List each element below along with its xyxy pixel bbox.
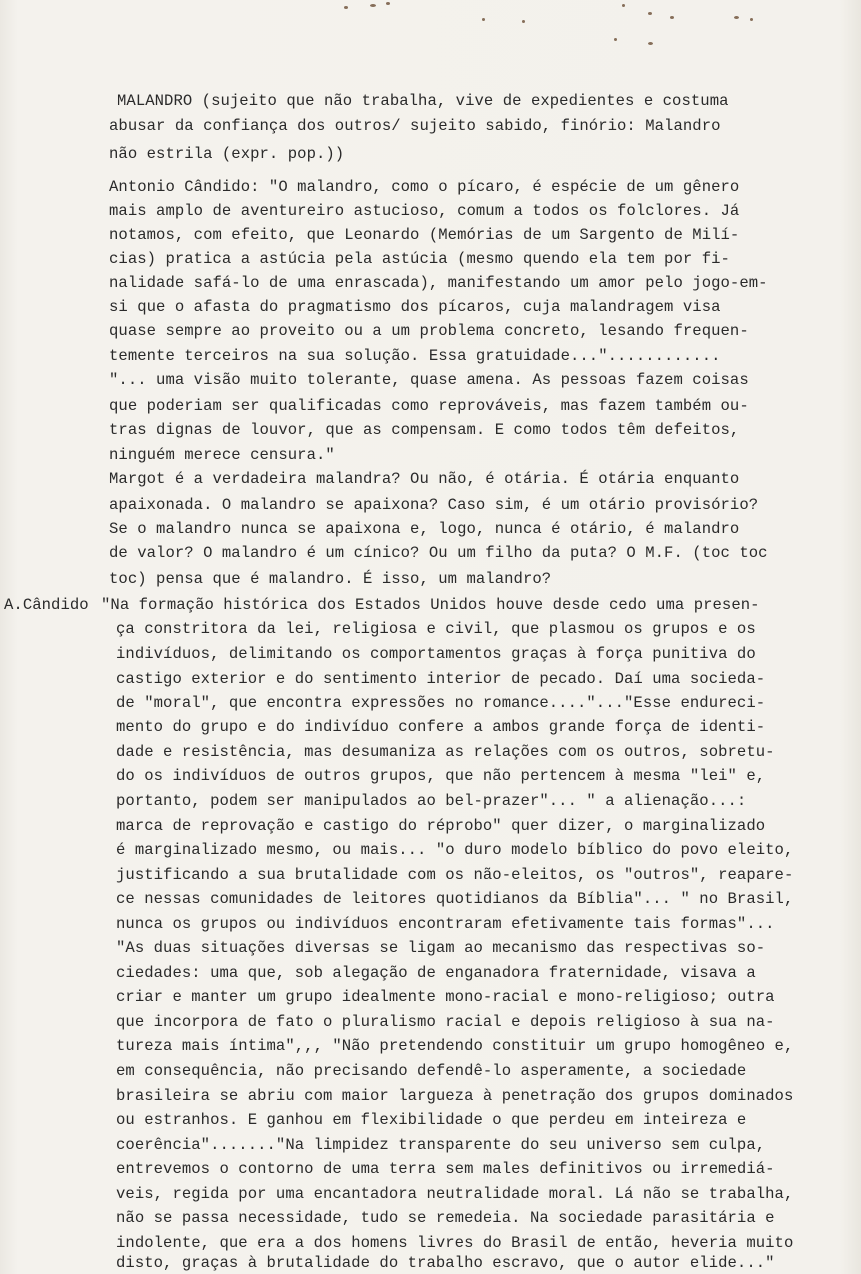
doc-line: cias) pratica a astúcia pela astúcia (mesmo quendo ela tem por fi- bbox=[109, 250, 730, 268]
doc-line: "As duas situações diversas se ligam ao mecanismo das respectivas so- bbox=[116, 939, 766, 957]
doc-line: veis, regida por uma encantadora neutralidade moral. Lá não se trabalha, bbox=[116, 1185, 794, 1203]
doc-line: si que o afasta do pragmatismo dos pícaros, cuja malandragem visa bbox=[109, 298, 721, 316]
doc-line: notamos, com efeito, que Leonardo (Memórias de um Sargento de Milí- bbox=[109, 226, 740, 244]
doc-line: criar e manter um grupo idealmente mono-racial e mono-religioso; outra bbox=[116, 988, 775, 1006]
doc-line: MALANDRO (sujeito que não trabalha, vive de expedientes e costuma bbox=[117, 92, 729, 110]
doc-line: tureza mais íntima",,, "Não pretendendo constituir um grupo homogêneo e, bbox=[116, 1037, 794, 1055]
margin-label: A.Cândido bbox=[4, 596, 89, 614]
doc-line: ce nessas comunidades de leitores quotidianos da Bíblia"... " no Brasil, bbox=[116, 890, 794, 908]
doc-line: nalidade safá-lo de uma enrascada), manifestando um amor pelo jogo-em- bbox=[109, 274, 768, 292]
doc-line: mento do grupo e do indivíduo confere a ambos grande força de identi- bbox=[116, 718, 766, 736]
doc-line: dade e resistência, mas desumaniza as relações com os outros, sobretu- bbox=[116, 743, 775, 761]
doc-line: ça constritora da lei, religiosa e civil, que plasmou os grupos e os bbox=[116, 620, 756, 638]
doc-line: entrevemos o contorno de uma terra sem males definitivos ou irremediá- bbox=[116, 1160, 775, 1178]
doc-line: disto, graças à brutalidade do trabalho escravo, que o autor elide..." bbox=[116, 1254, 775, 1272]
doc-line: indivíduos, delimitando os comportamentos graças à força punitiva do bbox=[116, 645, 756, 663]
doc-line: de "moral", que encontra expressões no romance...."..."Esse endureci- bbox=[116, 694, 766, 712]
doc-line: em consequência, não precisando defendê-lo asperamente, a sociedade bbox=[116, 1062, 747, 1080]
doc-line: ou estranhos. E ganhou em flexibilidade o que perdeu em inteireza e bbox=[116, 1111, 747, 1129]
doc-line: que poderiam ser qualificadas como reprováveis, mas fazem também ou- bbox=[109, 397, 749, 415]
doc-line: Margot é a verdadeira malandra? Ou não, é otária. É otária enquanto bbox=[109, 470, 740, 488]
doc-line: quase sempre ao proveito ou a um problema concreto, lesando frequen- bbox=[109, 322, 749, 340]
doc-line: que incorpora de fato o pluralismo racial e depois religioso à sua na- bbox=[116, 1013, 775, 1031]
doc-line: de valor? O malandro é um cínico? Ou um filho da puta? O M.F. (toc toc bbox=[109, 544, 768, 562]
doc-line: apaixonada. O malandro se apaixona? Caso sim, é um otário provisório? bbox=[109, 496, 759, 514]
doc-line: não se passa necessidade, tudo se remedeia. Na sociedade parasitária e bbox=[116, 1209, 775, 1227]
doc-line: é marginalizado mesmo, ou mais... "o duro modelo bíblico do povo eleito, bbox=[116, 841, 794, 859]
doc-line: castigo exterior e do sentimento interior de pecado. Daí uma socieda- bbox=[116, 670, 766, 688]
doc-line: "Na formação histórica dos Estados Unidos houve desde cedo uma presen- bbox=[101, 596, 760, 614]
doc-line: toc) pensa que é malandro. É isso, um malandro? bbox=[109, 570, 552, 588]
doc-line: mais amplo de aventureiro astucioso, comum a todos os folclores. Já bbox=[109, 202, 740, 220]
doc-line: tras dignas de louvor, que as compensam. E como todos têm defeitos, bbox=[109, 421, 740, 439]
doc-line: coerência"......."Na limpidez transparente do seu universo sem culpa, bbox=[116, 1136, 766, 1154]
doc-line: não estrila (expr. pop.)) bbox=[109, 145, 345, 163]
doc-line: Antonio Cândido: "O malandro, como o pícaro, é espécie de um gênero bbox=[109, 178, 740, 196]
doc-line: justificando a sua brutalidade com os não-eleitos, os "outros", reapare- bbox=[116, 866, 794, 884]
doc-line: "... uma visão muito tolerante, quase amena. As pessoas fazem coisas bbox=[109, 371, 749, 389]
doc-line: ninguém merece censura." bbox=[109, 446, 335, 464]
doc-line: nunca os grupos ou indivíduos encontraram efetivamente tais formas"... bbox=[116, 915, 775, 933]
doc-line: ciedades: uma que, sob alegação de enganadora fraternidade, visava a bbox=[116, 964, 756, 982]
doc-line: portanto, podem ser manipulados ao bel-prazer"... " a alienação...: bbox=[116, 792, 747, 810]
doc-line: indolente, que era a dos homens livres do Brasil de então, heveria muito bbox=[116, 1234, 794, 1252]
doc-line: brasileira se abriu com maior largueza à penetração dos grupos dominados bbox=[116, 1087, 794, 1105]
doc-line: abusar da confiança dos outros/ sujeito sabido, finório: Malandro bbox=[109, 117, 721, 135]
doc-line: temente terceiros na sua solução. Essa gratuidade..."............ bbox=[109, 347, 721, 365]
doc-line: Se o malandro nunca se apaixona e, logo, nunca é otário, é malandro bbox=[109, 520, 740, 538]
doc-line: marca de reprovação e castigo do réprobo" quer dizer, o marginalizado bbox=[116, 817, 766, 835]
doc-line: do os indivíduos de outros grupos, que não pertencem à mesma "lei" e, bbox=[116, 767, 766, 785]
